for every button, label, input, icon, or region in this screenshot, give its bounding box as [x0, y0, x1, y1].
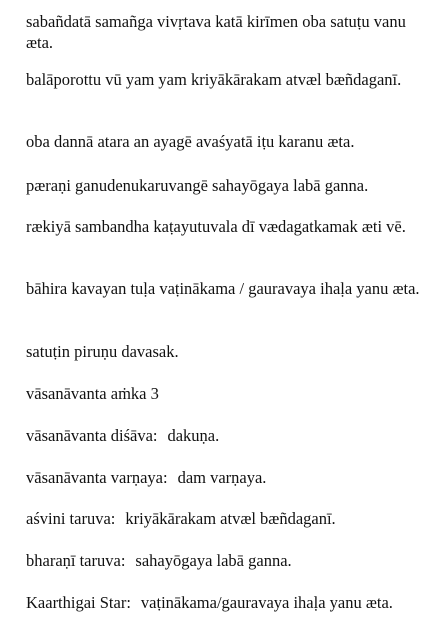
paragraph-ashwini-star: [26, 509, 336, 530]
paragraph-kaarthigai-star: [26, 593, 393, 614]
paragraph-text: balāporottu vū yam yam kriyākārakam atvæl bæñdaganī.: [26, 70, 402, 89]
value-text: vaṭinākama/gauravaya ihaḷa yanu æta.: [140, 593, 393, 612]
paragraph-needs: [26, 132, 354, 153]
paragraph-happiness: [26, 12, 426, 53]
paragraph-text: oba dannā atara an ayagē avaśyatā iṭu karanu æta.: [26, 132, 355, 151]
paragraph-actions: [26, 70, 401, 91]
label-text: bharaṇī taruva:: [26, 551, 126, 570]
paragraph-lucky-direction: [26, 426, 219, 447]
paragraph-text: rækiyā sambandha kaṭayutuvala dī vædagatkamak æti vē.: [26, 217, 406, 236]
value-text: dam varṇaya.: [177, 468, 267, 487]
paragraph-lucky-number: [26, 384, 159, 405]
paragraph-text: vāsanāvanta aṁka 3: [26, 384, 159, 403]
paragraph-text: bāhira kavayan tuḷa vaṭinākama / gauravaya ihaḷa yanu æta.: [26, 279, 420, 298]
paragraph-bharani-star: [26, 551, 292, 572]
value-text: kriyākārakam atvæl bæñdaganī.: [125, 509, 336, 528]
label-text: aśvini taruva:: [26, 509, 116, 528]
paragraph-status: [26, 279, 420, 300]
paragraph-day: [26, 342, 179, 363]
label-text: vāsanāvanta diśāva:: [26, 426, 158, 445]
paragraph-support: [26, 176, 368, 197]
value-text: sahayōgaya labā ganna.: [135, 551, 292, 570]
label-text: vāsanāvanta varṇaya:: [26, 468, 168, 487]
paragraph-lucky-color: [26, 468, 266, 489]
paragraph-text: sabañdatā samañga vivṛtava katā kirīmen oba satuṭu vanu æta.: [26, 12, 406, 52]
value-text: dakuṇa.: [167, 426, 220, 445]
paragraph-career: [26, 217, 406, 238]
paragraph-text: satuṭin piruṇu davasak.: [26, 342, 179, 361]
label-text: Kaarthigai Star:: [26, 593, 131, 612]
paragraph-text: pæraṇi ganudenukaruvangē sahayōgaya labā ganna.: [26, 176, 369, 195]
